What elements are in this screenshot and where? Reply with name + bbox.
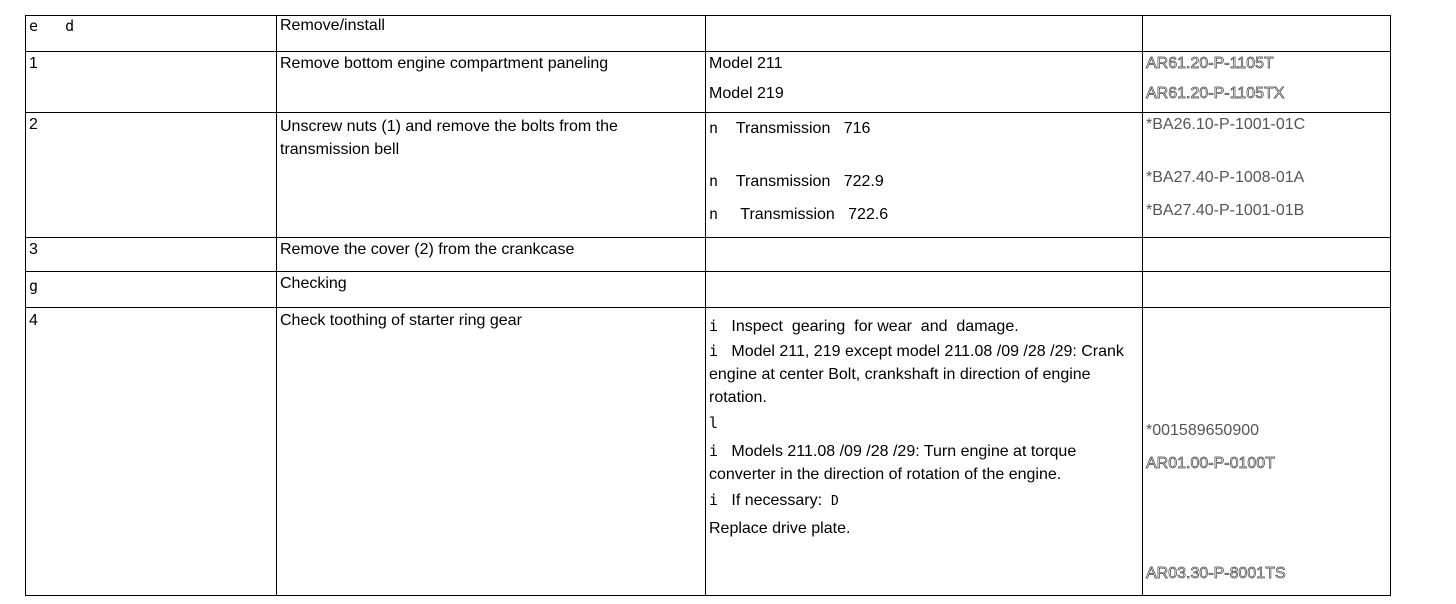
action-cell bbox=[277, 238, 706, 272]
bullet-glyph: n bbox=[709, 119, 719, 137]
section-heading: Remove/install bbox=[280, 17, 385, 34]
bullet-glyph: i bbox=[709, 342, 719, 360]
action-text: Unscrew nuts (1) and remove the bolts from the transmission bell bbox=[280, 118, 618, 158]
detail-line: Transmission 716 bbox=[735, 120, 871, 137]
action-cell bbox=[277, 52, 706, 113]
ref-link[interactable]: *BA27.40-P-1008-01A bbox=[1146, 169, 1305, 186]
ref-link[interactable]: AR61.20-P-1105T bbox=[1146, 55, 1274, 72]
action-cell bbox=[277, 308, 706, 596]
refs-cell bbox=[1143, 113, 1391, 238]
bullet-glyph: i bbox=[709, 491, 719, 509]
step-code: g bbox=[29, 277, 39, 295]
action-text: Remove the cover (2) from the crankcase bbox=[280, 241, 575, 258]
detail-line: Transmission 722.6 bbox=[740, 206, 889, 223]
table-row bbox=[26, 16, 1391, 52]
bullet-glyph: l bbox=[709, 414, 719, 432]
table-bottom-rule bbox=[25, 595, 1390, 596]
ref-link[interactable]: AR03.30-P-8001TS bbox=[1146, 565, 1286, 582]
step-cell bbox=[26, 16, 277, 52]
detail-line: Model 219 bbox=[709, 85, 784, 102]
details-cell bbox=[706, 113, 1143, 238]
table-row bbox=[26, 52, 1391, 113]
details-cell bbox=[706, 272, 1143, 308]
table-row bbox=[26, 308, 1391, 596]
refs-cell bbox=[1143, 52, 1391, 113]
action-cell bbox=[277, 272, 706, 308]
bullet-glyph: n bbox=[709, 205, 719, 223]
step-cell bbox=[26, 113, 277, 238]
refs-cell bbox=[1143, 16, 1391, 52]
step-cell bbox=[26, 308, 277, 596]
detail-line: Transmission 722.9 bbox=[735, 173, 884, 190]
ref-link[interactable]: AR01.00-P-0100T bbox=[1146, 455, 1275, 472]
section-heading: Checking bbox=[280, 275, 347, 292]
detail-line: If necessary: bbox=[731, 492, 823, 509]
details-cell bbox=[706, 52, 1143, 113]
refs-cell bbox=[1143, 272, 1391, 308]
bullet-glyph: i bbox=[709, 442, 719, 460]
step-cell bbox=[26, 272, 277, 308]
ref-link[interactable]: *BA27.40-P-1001-01B bbox=[1146, 202, 1305, 219]
action-text: Check toothing of starter ring gear bbox=[280, 312, 522, 329]
action-cell bbox=[277, 113, 706, 238]
info-icon: D bbox=[830, 494, 839, 509]
bullet-glyph: i bbox=[709, 317, 719, 335]
action-text: Remove bottom engine compartment paneling bbox=[280, 55, 609, 72]
table-row bbox=[26, 272, 1391, 308]
step-cell bbox=[26, 52, 277, 113]
step-code: e d bbox=[29, 17, 75, 35]
ref-link[interactable]: *BA26.10-P-1001-01C bbox=[1146, 116, 1306, 133]
details-cell bbox=[706, 238, 1143, 272]
action-cell bbox=[277, 16, 706, 52]
refs-cell bbox=[1143, 238, 1391, 272]
bullet-glyph: n bbox=[709, 172, 719, 190]
table-row bbox=[26, 238, 1391, 272]
details-cell bbox=[706, 16, 1143, 52]
detail-line: Model 211, 219 except model 211.08 /09 /28 /29: Crank engine at center Bolt, crankshaft in direction of engine rotation. bbox=[709, 343, 1124, 406]
details-cell bbox=[706, 308, 1143, 596]
step-number: 2 bbox=[29, 116, 38, 133]
step-number: 1 bbox=[29, 55, 38, 72]
step-number: 4 bbox=[29, 312, 38, 329]
step-number: 3 bbox=[29, 241, 38, 258]
ref-link[interactable]: *001589650900 bbox=[1146, 422, 1260, 439]
ref-link[interactable]: AR61.20-P-1105TX bbox=[1146, 85, 1285, 102]
detail-line: Inspect gearing for wear and damage. bbox=[731, 318, 1019, 335]
detail-line: Models 211.08 /09 /28 /29: Turn engine at torque converter in the direction of rotation of the engine. bbox=[709, 443, 1077, 483]
refs-cell bbox=[1143, 308, 1391, 596]
detail-line: Replace drive plate. bbox=[709, 520, 851, 537]
detail-line: Model 211 bbox=[709, 55, 783, 72]
step-cell bbox=[26, 238, 277, 272]
procedure-table bbox=[25, 15, 1391, 596]
table-row bbox=[26, 113, 1391, 238]
